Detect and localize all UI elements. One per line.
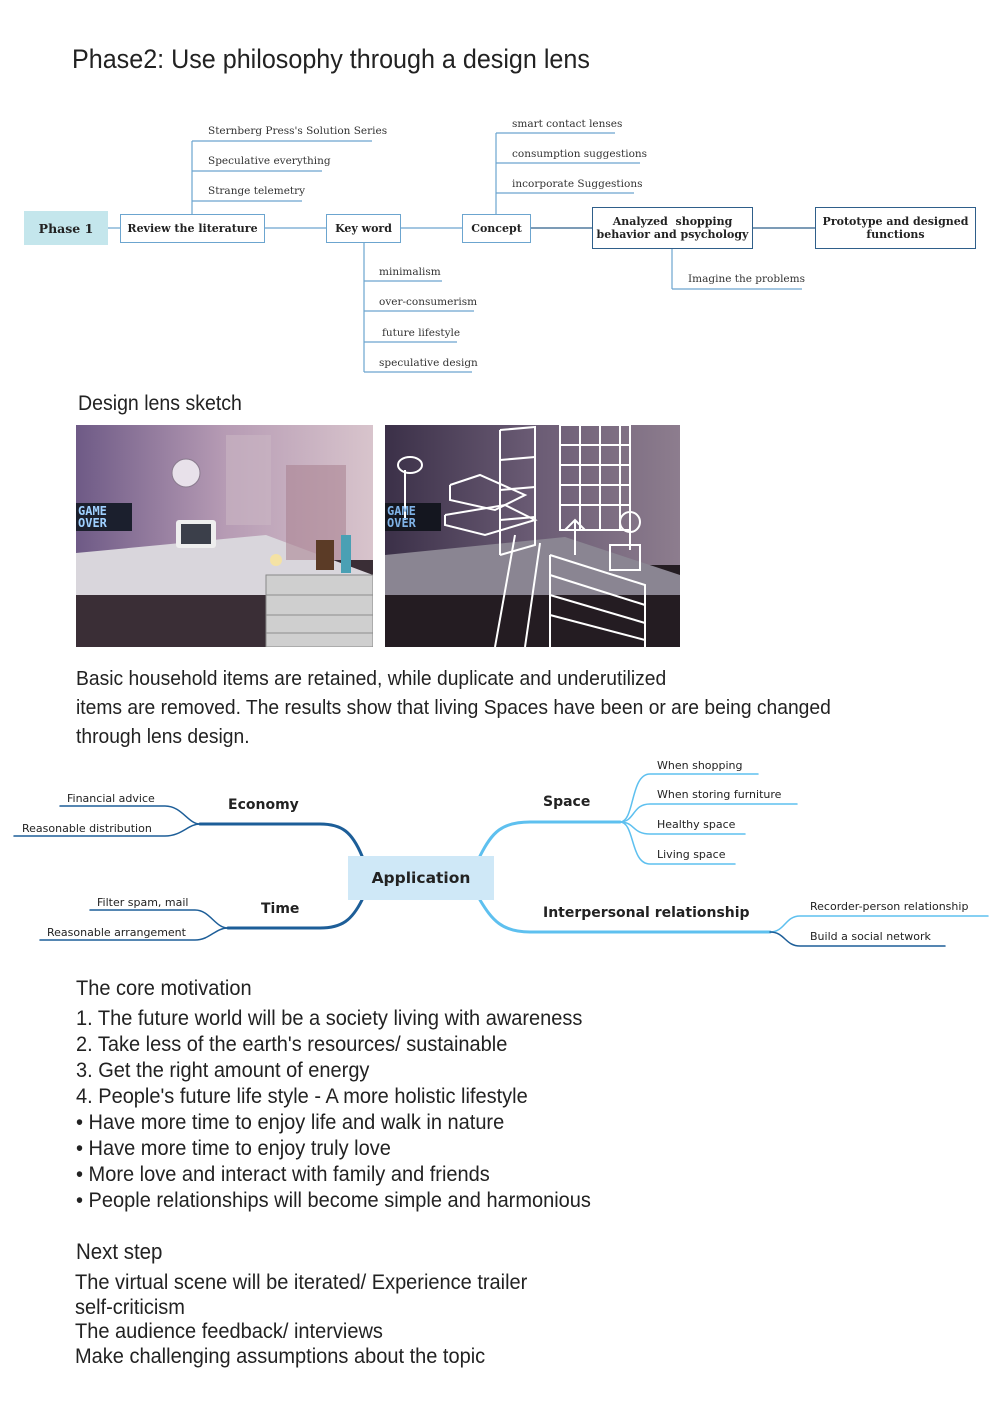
game-over-sign [387,505,416,529]
concept-item: consumption suggestions [512,148,648,160]
time-item: Reasonable arrangement [47,926,186,939]
next-step-item: self-criticism [75,1294,185,1319]
concept-item: incorporate Suggestions [512,178,643,190]
keyword-item: speculative design [379,357,478,369]
mindmap1-connectors [0,0,1000,380]
sign-line-2: OVER [78,516,107,530]
analyzed-child-item: Imagine the problems [688,273,805,285]
mindmap1-node-review: Review the literature [120,214,265,243]
interpersonal-item: Recorder-person relationship [810,900,969,913]
sign-line-1: GAME [78,504,107,518]
motivation-item: 3. Get the right amount of energy [76,1058,370,1082]
motivation-item: 2. Take less of the earth's resources/ sustainable [76,1032,508,1056]
paragraph-line: Basic household items are retained, while duplicate and underutilized [76,667,667,690]
space-item: Living space [657,848,726,861]
next-step-item: Make challenging assumptions about the topic [75,1343,486,1368]
review-item: Speculative everything [208,155,331,167]
keyword-item: over-consumerism [379,296,478,308]
core-motivation-list [76,975,630,1213]
interpersonal-item: Build a social network [810,930,931,943]
economy-item: Financial advice [67,792,155,805]
branch-time: Time [261,901,300,917]
prototype-line-2: functions [866,228,925,241]
sketch-heading: Design lens sketch [78,392,242,415]
room-photo-with-sketch [385,425,680,647]
mindmap2-center-application: Application [348,856,494,900]
concept-item: smart contact lenses [512,118,623,130]
motivation-item: 1. The future world will be a society living with awareness [76,1006,583,1030]
motivation-item: • People relationships will become simple and harmonious [76,1188,591,1212]
sketch-description [76,664,976,751]
paragraph-line: through lens design. [76,725,250,748]
sign-line-1: GAME [387,504,416,518]
mindmap1-node-concept: Concept [462,214,531,243]
mindmap1-node-prototype [815,207,976,249]
next-step-heading: Next step [76,1239,163,1264]
keyword-item: minimalism [379,266,441,278]
space-item: When shopping [657,759,743,772]
keyword-item: future lifestyle [382,327,461,339]
motivation-heading: The core motivation [76,976,252,1000]
mindmap1-node-analyzed [592,207,753,249]
motivation-item: • Have more time to enjoy truly love [76,1136,391,1160]
sign-line-2: OVER [387,516,416,530]
prototype-line-1: Prototype and designed [822,215,969,228]
next-step-list [75,1270,561,1368]
analyzed-line-2: behavior and psychology [596,228,749,241]
motivation-item: 4. People's future life style - A more holistic lifestyle [76,1084,528,1108]
branch-space: Space [543,794,591,810]
next-step-item: The virtual scene will be iterated/ Experience trailer [75,1270,528,1294]
mindmap1-root-phase1: Phase 1 [24,211,108,245]
review-item: Strange telemetry [208,185,306,197]
economy-item: Reasonable distribution [22,822,152,835]
paragraph-line: items are removed. The results show that living Spaces have been or are being changed [76,696,831,719]
room-photo [76,425,373,647]
page-title: Phase2: Use philosophy through a design lens [72,44,590,74]
analyzed-line-1: Analyzed shopping [612,215,733,228]
next-step-item: The audience feedback/ interviews [75,1319,383,1343]
space-item: Healthy space [657,818,736,831]
space-item: When storing furniture [657,788,782,801]
motivation-item: • More love and interact with family and friends [76,1162,490,1186]
review-item: Sternberg Press's Solution Series [208,125,388,137]
branch-interpersonal: Interpersonal relationship [543,905,750,921]
motivation-item: • Have more time to enjoy life and walk in nature [76,1110,505,1134]
time-item: Filter spam, mail [97,896,189,909]
game-over-sign [78,505,107,529]
mindmap1-node-keyword: Key word [326,214,401,243]
branch-economy: Economy [228,797,299,813]
